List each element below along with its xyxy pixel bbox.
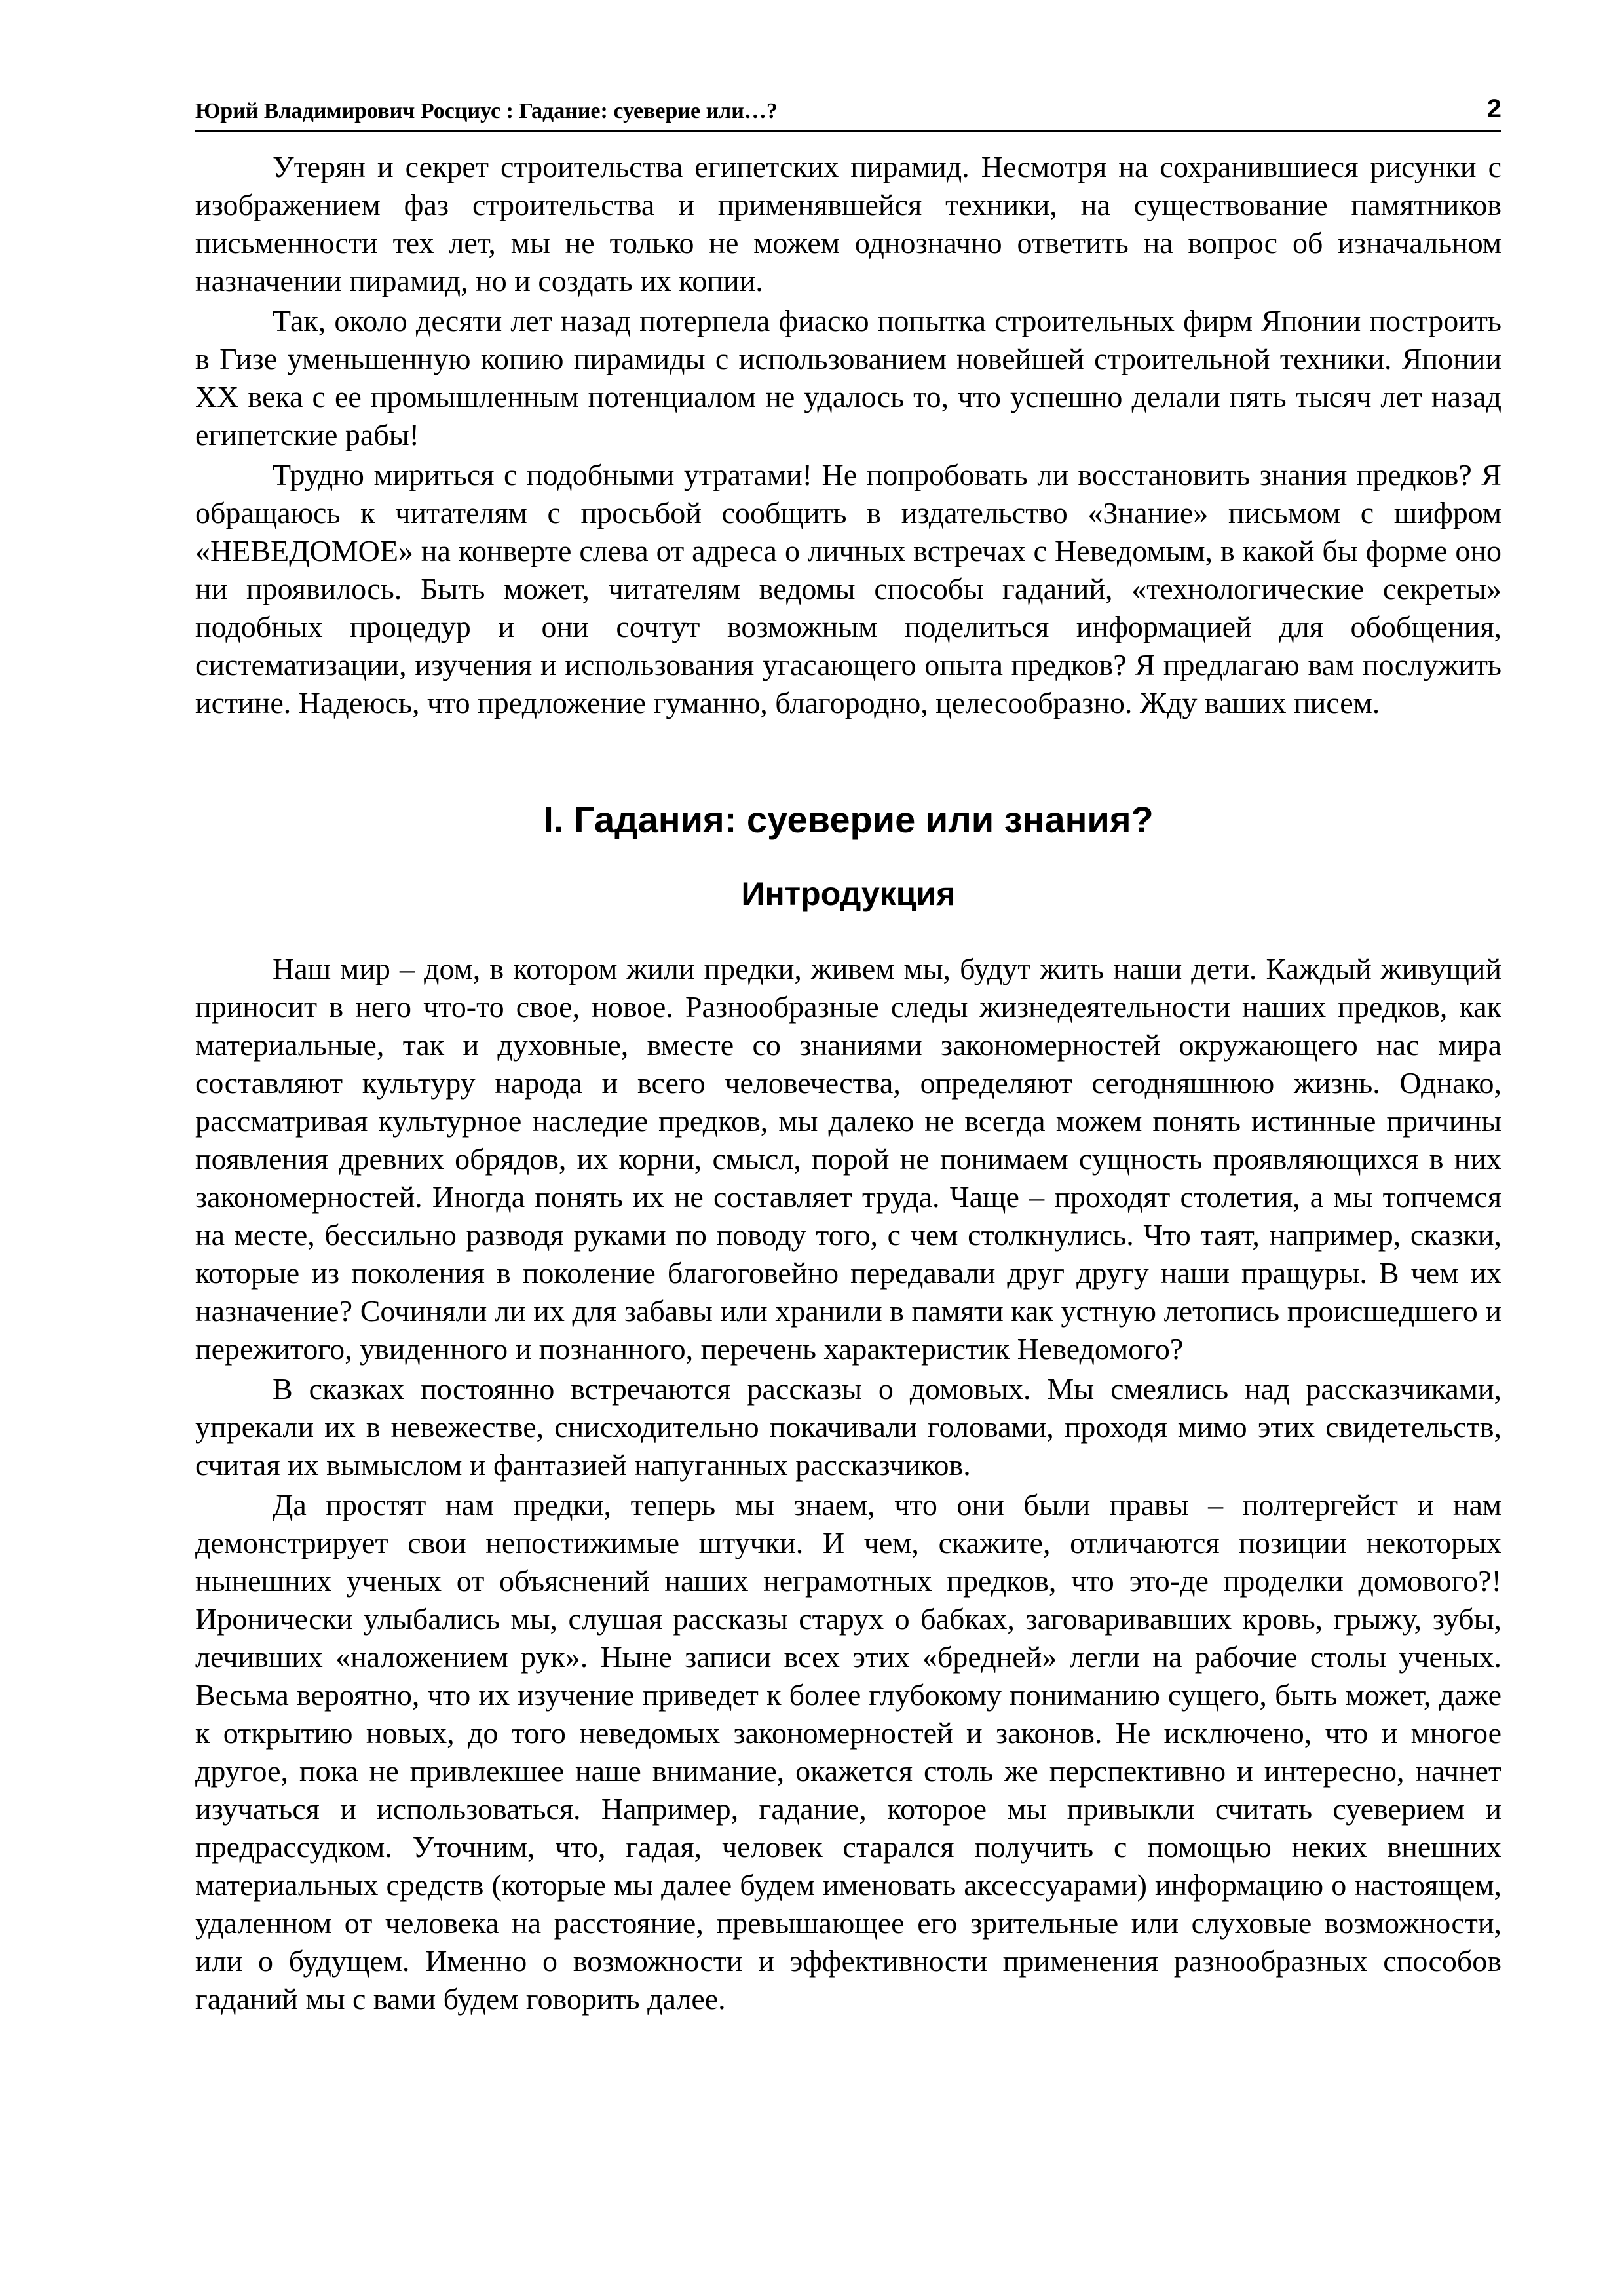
paragraph: Утерян и секрет строительства египетских пирамид. Несмотря на сохранившиеся рисунки с изображением фаз строительства и применявшейся техники, на существование памятников письменности тех лет, мы не только не можем однозначно ответить на вопрос об изначальном назначении пирамид, но и создать их копии. — [195, 150, 1501, 297]
page-number: 2 — [1486, 94, 1501, 123]
subsection-title: Интродукция — [741, 875, 956, 912]
section-title: I. Гадания: суеверие или знания? — [543, 799, 1154, 840]
paragraph: Трудно мириться с подобными утратами! Не попробовать ли восстановить знания предков? Я обращаюсь к читателям с просьбой сообщить в издательство «Знание» письмом с шифром «НЕВЕДОМОЕ» на конверте слева от адреса о личных встречах с Неведомым, в какой бы форме оно ни проявилось. Быть может, читателям ведомы способы гаданий, «технологические секреты» подобных процедур и они сочтут возможным поделиться информацией для обобщения, систематизации, изучения и использования угасающего опыта предков? Я предлагаю вам послужить истине. Надеюсь, что предложение гуманно, благородно, целесообразно. Жду ваших писем. — [195, 458, 1501, 719]
paragraph: Так, около десяти лет назад потерпела фиаско попытка строительных фирм Японии построить в Гизе уменьшенную копию пирамиды с использованием новейшей строительной техники. Японии XX века с ее промышленным потенциалом не удалось то, что успешно делали пять тысяч лет назад египетские рабы! — [195, 304, 1501, 451]
running-header — [195, 92, 1501, 132]
body-text — [195, 148, 1501, 2020]
paragraph: Да простят нам предки, теперь мы знаем, что они были правы – полтергейст и нам демонстрирует свои непостижимые штучки. И чем, скажите, отличаются позиции некоторых нынешних ученых от объяснений наших неграмотных предков, что это-де проделки домового?! Иронически улыбались мы, слушая рассказы старух о бабках, заговаривавших кровь, грыжу, зубы, лечивших «наложением рук». Ныне записи всех этих «бредней» легли на рабочие столы ученых. Весьма вероятно, что их изучение приведет к более глубокому пониманию сущего, быть может, даже к открытию новых, до того неведомых закономерностей и законов. Не исключено, что и многое другое, пока не привлекшее наше внимание, окажется столь же перспективно и интересно, начнет изучаться и использоваться. Например, гадание, которое мы привыкли считать суеверием и предрассудком. Уточним, что, гадая, человек старался получить с помощью неких внешних материальных средств (которые мы далее будем именовать аксессуарами) информацию о настоящем, удаленном от человека на расстояние, превышающее его зрительные или слуховые возможности, или о будущем. Именно о возможности и эффективности применения разнообразных способов гаданий мы с вами будем говорить далее. — [195, 1488, 1501, 2016]
running-title: Юрий Владимирович Росциус : Гадание: суеверие или…? — [195, 99, 778, 123]
paragraph: В сказках постоянно встречаются рассказы о домовых. Мы смеялись над рассказчиками, упрекали их в невежестве, снисходительно покачивали головами, проходя мимо этих свидетельств, считая их вымыслом и фантазией напуганных рассказчиков. — [195, 1372, 1501, 1482]
paragraph: Наш мир – дом, в котором жили предки, живем мы, будут жить наши дети. Каждый живущий приносит в него что-то свое, новое. Разнообразные следы жизнедеятельности наших предков, как материальные, так и духовные, вместе со знаниями закономерностей окружающего нас мира составляют культуру народа и всего человечества, определяют сегодняшнюю жизнь. Однако, рассматривая культурное наследие предков, мы далеко не всегда можем понять истинные причины появления древних обрядов, их корни, смысл, порой не понимаем сущность проявляющихся в них закономерностей. Иногда понять их не составляет труда. Чаще – проходят столетия, а мы топчемся на месте, бессильно разводя руками по поводу того, с чем столкнулись. Что таят, например, сказки, которые из поколения в поколение благоговейно передавали друг другу наши пращуры. В чем их назначение? Сочиняли ли их для забавы или хранили в памяти как устную летопись происшедшего и пережитого, увиденного и познанного, перечень характеристик Неведомого? — [195, 952, 1501, 1366]
